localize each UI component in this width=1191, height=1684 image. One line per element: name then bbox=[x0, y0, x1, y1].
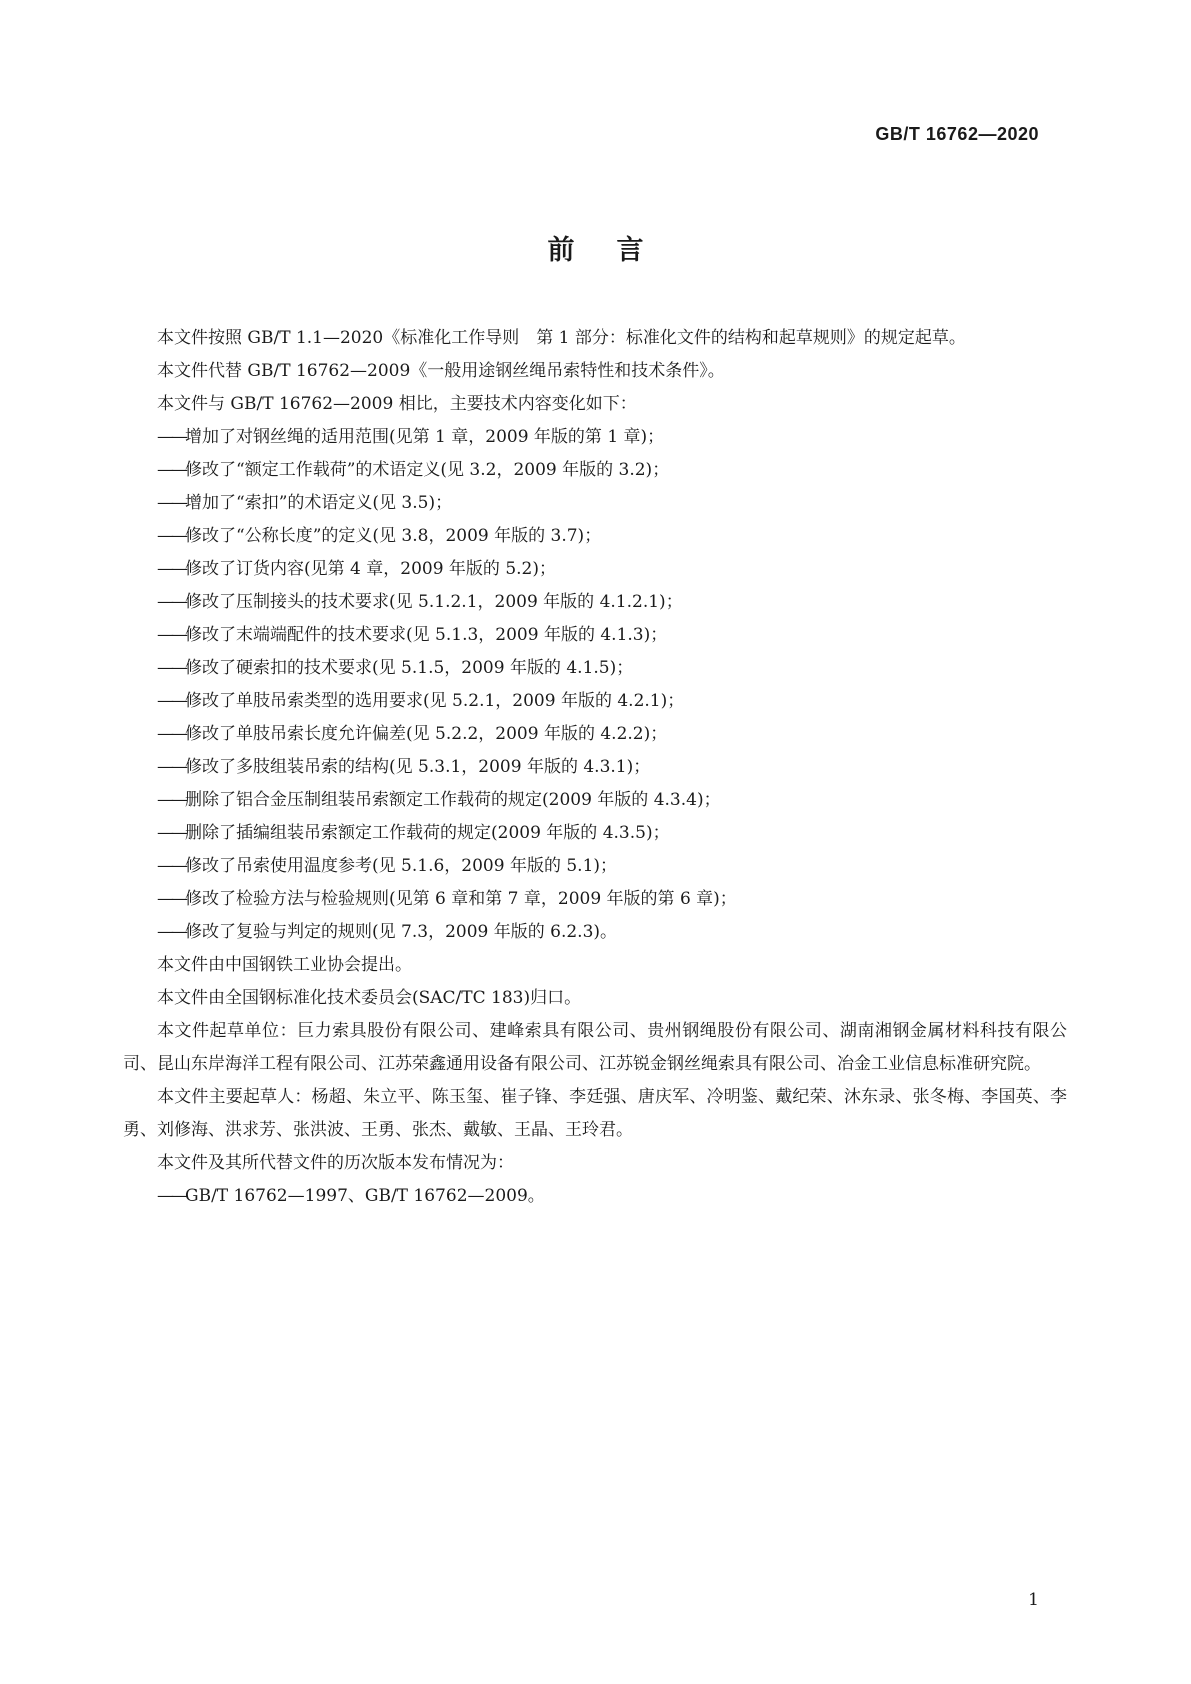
list-item bbox=[123, 619, 1067, 652]
list-item-text: 修改了“额定工作载荷”的术语定义(见 3.2，2009 年版的 3.2)； bbox=[185, 460, 670, 480]
list-item-text: 删除了铝合金压制组装吊索额定工作载荷的规定(2009 年版的 4.3.4)； bbox=[185, 790, 721, 810]
dash-marker: —— bbox=[157, 592, 185, 612]
paragraph-drafters: 本文件主要起草人：杨超、朱立平、陈玉玺、崔子锋、李廷强、唐庆军、冷明鉴、戴纪荣、沐东录、张冬梅、李国英、李勇、刘修海、洪求芳、张洪波、王勇、张杰、戴敏、王晶、王玲君。 bbox=[123, 1087, 1067, 1140]
paragraph-changes-intro: 本文件与 GB/T 16762—2009 相比，主要技术内容变化如下： bbox=[157, 394, 637, 414]
list-item bbox=[123, 916, 1067, 949]
list-item bbox=[123, 487, 1067, 520]
list-item bbox=[123, 553, 1067, 586]
list-item-text: 修改了多肢组装吊索的结构(见 5.3.1，2009 年版的 4.3.1)； bbox=[185, 757, 651, 777]
paragraph-version-history-intro: 本文件及其所代替文件的历次版本发布情况为： bbox=[157, 1153, 514, 1173]
dash-marker: —— bbox=[157, 922, 185, 942]
dash-marker: —— bbox=[157, 493, 185, 513]
list-item bbox=[123, 586, 1067, 619]
list-item bbox=[123, 652, 1067, 685]
dash-marker: —— bbox=[157, 1186, 185, 1206]
paragraph-committee: 本文件由全国钢标准化技术委员会(SAC/TC 183)归口。 bbox=[157, 988, 582, 1008]
page-title: 前言 bbox=[547, 235, 686, 266]
list-item bbox=[123, 850, 1067, 883]
paragraph-proposed-by: 本文件由中国钢铁工业协会提出。 bbox=[157, 955, 412, 975]
paragraph-replaces: 本文件代替 GB/T 16762—2009《一般用途钢丝绳吊索特性和技术条件》。 bbox=[157, 361, 725, 381]
list-item bbox=[123, 784, 1067, 817]
dash-marker: —— bbox=[157, 757, 185, 777]
dash-marker: —— bbox=[157, 526, 185, 546]
dash-marker: —— bbox=[157, 823, 185, 843]
document-code: GB/T 16762—2020 bbox=[875, 124, 1039, 144]
changes-list bbox=[123, 421, 1067, 949]
list-item-text: 增加了“索扣”的术语定义(见 3.5)； bbox=[185, 493, 453, 513]
list-item bbox=[123, 685, 1067, 718]
list-item bbox=[123, 718, 1067, 751]
list-item-text: 修改了“公称长度”的定义(见 3.8，2009 年版的 3.7)； bbox=[185, 526, 602, 546]
page-number: 1 bbox=[1028, 1590, 1039, 1610]
preface-body bbox=[123, 322, 1067, 1213]
list-item-text: 修改了复验与判定的规则(见 7.3，2009 年版的 6.2.3)。 bbox=[185, 922, 618, 942]
history-list bbox=[123, 1180, 1067, 1213]
list-item bbox=[123, 883, 1067, 916]
list-item bbox=[123, 817, 1067, 850]
dash-marker: —— bbox=[157, 856, 185, 876]
list-item-text: 增加了对钢丝绳的适用范围(见第 1 章，2009 年版的第 1 章)； bbox=[185, 427, 665, 447]
list-item-text: 修改了单肢吊索长度允许偏差(见 5.2.2，2009 年版的 4.2.2)； bbox=[185, 724, 668, 744]
list-item bbox=[123, 1180, 1067, 1213]
dash-marker: —— bbox=[157, 889, 185, 909]
list-item-text: 修改了订货内容(见第 4 章，2009 年版的 5.2)； bbox=[185, 559, 556, 579]
list-item-text: 删除了插编组装吊索额定工作载荷的规定(2009 年版的 4.3.5)； bbox=[185, 823, 670, 843]
dash-marker: —— bbox=[157, 790, 185, 810]
list-item-text: 修改了硬索扣的技术要求(见 5.1.5，2009 年版的 4.1.5)； bbox=[185, 658, 634, 678]
list-item bbox=[123, 421, 1067, 454]
list-item-text: 修改了压制接头的技术要求(见 5.1.2.1，2009 年版的 4.1.2.1)； bbox=[185, 592, 683, 612]
paragraph-drafting-units: 本文件起草单位：巨力索具股份有限公司、建峰索具有限公司、贵州钢绳股份有限公司、湖南湘钢金属材料科技有限公司、昆山东岸海洋工程有限公司、江苏荣鑫通用设备有限公司、江苏锐金钢丝绳索具有限公司、冶金工业信息标准研究院。 bbox=[123, 1021, 1067, 1074]
list-item bbox=[123, 454, 1067, 487]
dash-marker: —— bbox=[157, 460, 185, 480]
list-item bbox=[123, 520, 1067, 553]
list-item-text: 修改了单肢吊索类型的选用要求(见 5.2.1，2009 年版的 4.2.1)； bbox=[185, 691, 685, 711]
dash-marker: —— bbox=[157, 658, 185, 678]
list-item-text: 修改了检验方法与检验规则(见第 6 章和第 7 章，2009 年版的第 6 章)； bbox=[185, 889, 737, 909]
dash-marker: —— bbox=[157, 691, 185, 711]
dash-marker: —— bbox=[157, 724, 185, 744]
dash-marker: —— bbox=[157, 625, 185, 645]
list-item-text: 修改了吊索使用温度参考(见 5.1.6，2009 年版的 5.1)； bbox=[185, 856, 618, 876]
list-item-text: GB/T 16762—1997、GB/T 16762—2009。 bbox=[185, 1186, 545, 1206]
list-item bbox=[123, 751, 1067, 784]
dash-marker: —— bbox=[157, 427, 185, 447]
paragraph-drafting-rules: 本文件按照 GB/T 1.1—2020《标准化工作导则 第 1 部分：标准化文件的结构和起草规则》的规定起草。 bbox=[157, 328, 966, 348]
dash-marker: —— bbox=[157, 559, 185, 579]
list-item-text: 修改了末端端配件的技术要求(见 5.1.3，2009 年版的 4.1.3)； bbox=[185, 625, 668, 645]
